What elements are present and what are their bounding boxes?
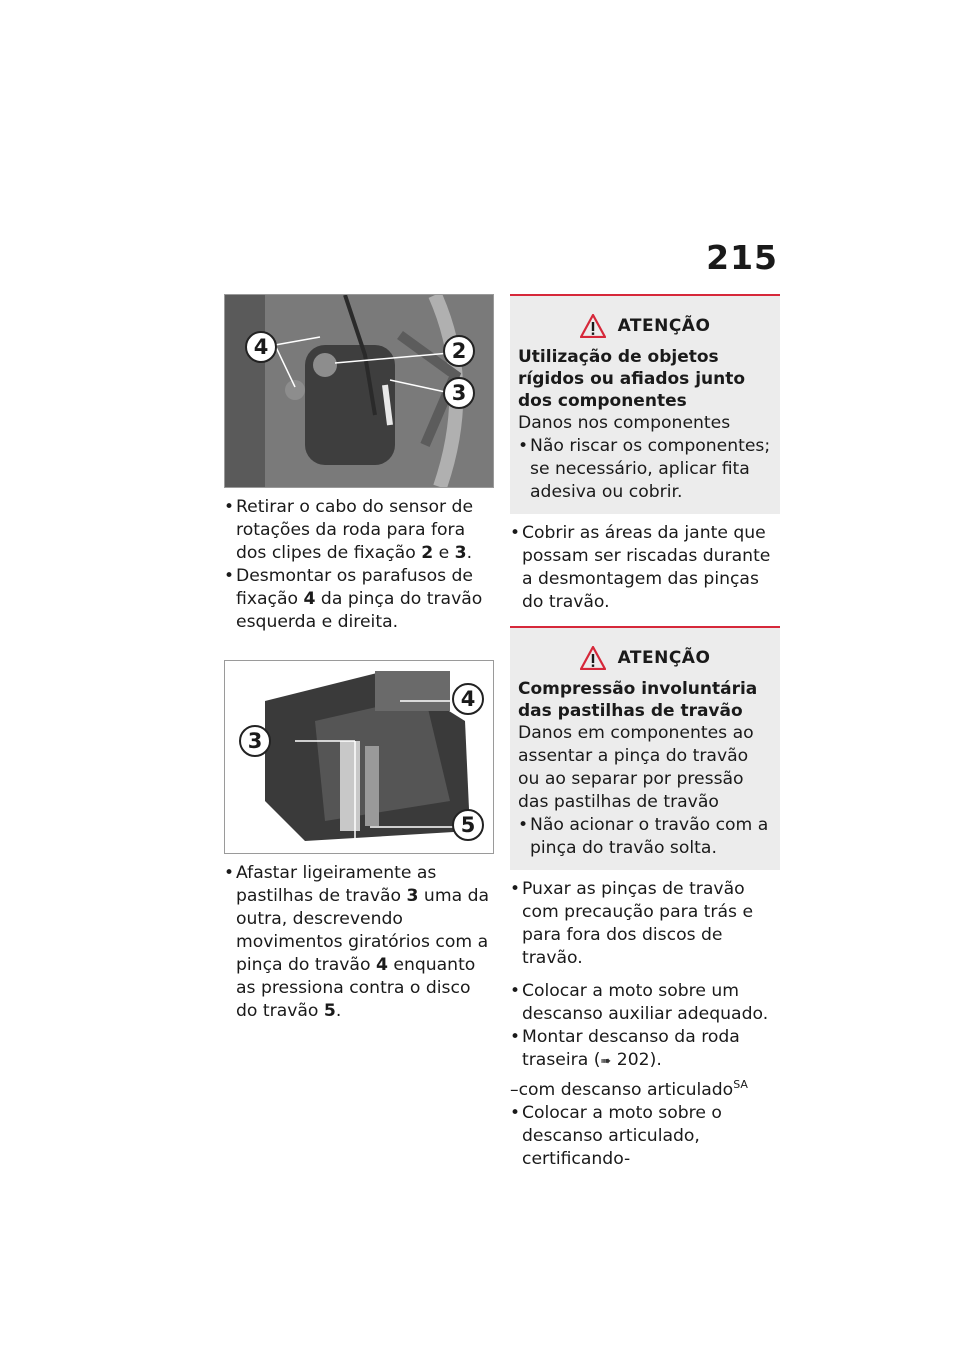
warning-triangle-icon: [580, 646, 606, 670]
condition-line: –com descanso articulado$^{SA}$: [510, 1078, 748, 1100]
brake-pads-photo: [224, 660, 494, 854]
warning-box-2: [510, 626, 780, 870]
list-item: • Afastar ligeiramente as pastilhas de travão 3 uma da outra, descrevendo movimentos giratórios com a pinça do travão 4 enquanto as pressiona contra o disco do travão 5.: [224, 862, 494, 1023]
list-item: • Montar descanso da roda traseira (➠ 202).: [510, 1026, 780, 1073]
list-item: • Desmontar os parafusos de fixação 4 da pinça do travão esquerda e direita.: [224, 565, 494, 634]
step-list-1: [224, 496, 494, 634]
warning-title: ATENÇÃO: [617, 648, 711, 668]
warning-subtitle: Utilização de objetos rígidos ou afiados junto dos componentes: [518, 347, 746, 411]
step-list-5: [510, 1102, 780, 1171]
right-column: [510, 294, 780, 1171]
callout-3: 3: [239, 725, 271, 757]
callout-4: 4: [452, 683, 484, 715]
warning-title: ATENÇÃO: [617, 316, 711, 336]
list-item: • Cobrir as áreas da jante que possam ser riscadas durante a desmontagem das pinças do travão.: [510, 522, 780, 614]
list-item: • Puxar as pinças de travão com precaução para trás e para fora dos discos de travão.: [510, 878, 780, 970]
warning-list: [518, 814, 772, 860]
list-item: • Colocar a moto sobre o descanso articulado, certificando-: [510, 1102, 780, 1171]
warning-header: [518, 646, 772, 670]
arrow-right-icon: ➠: [600, 1054, 612, 1069]
left-column: [224, 294, 494, 1023]
page-reference[interactable]: 202: [616, 1050, 650, 1070]
warning-list: [518, 435, 772, 504]
warning-text: Danos em componentes ao assentar a pinça do travão ou ao separar por pressão das pastilhas de travão: [518, 723, 754, 812]
list-item: • Não riscar os componentes; se necessário, aplicar fita adesiva ou cobrir.: [518, 435, 772, 504]
callout-3: 3: [443, 377, 475, 409]
warning-header: [518, 314, 772, 338]
warning-box-1: [510, 294, 780, 514]
warning-triangle-icon: [580, 314, 606, 338]
step-list-4: [510, 878, 780, 1073]
page-number: 215: [706, 238, 778, 277]
list-item: • Não acionar o travão com a pinça do travão solta.: [518, 814, 772, 860]
list-item: • Colocar a moto sobre um descanso auxiliar adequado.: [510, 980, 780, 1026]
step-list-3: [510, 522, 780, 614]
step-list-2: [224, 862, 494, 1023]
callout-5: 5: [452, 809, 484, 841]
brake-caliper-photo: [224, 294, 494, 488]
list-item: • Retirar o cabo do sensor de rotações da roda para fora dos clipes de fixação 2 e 3.: [224, 496, 494, 565]
warning-subtitle: Compressão involuntária das pastilhas de travão: [518, 679, 758, 721]
callout-2: 2: [443, 335, 475, 367]
warning-text: Danos nos componentes: [518, 413, 731, 433]
callout-4: 4: [245, 331, 277, 363]
